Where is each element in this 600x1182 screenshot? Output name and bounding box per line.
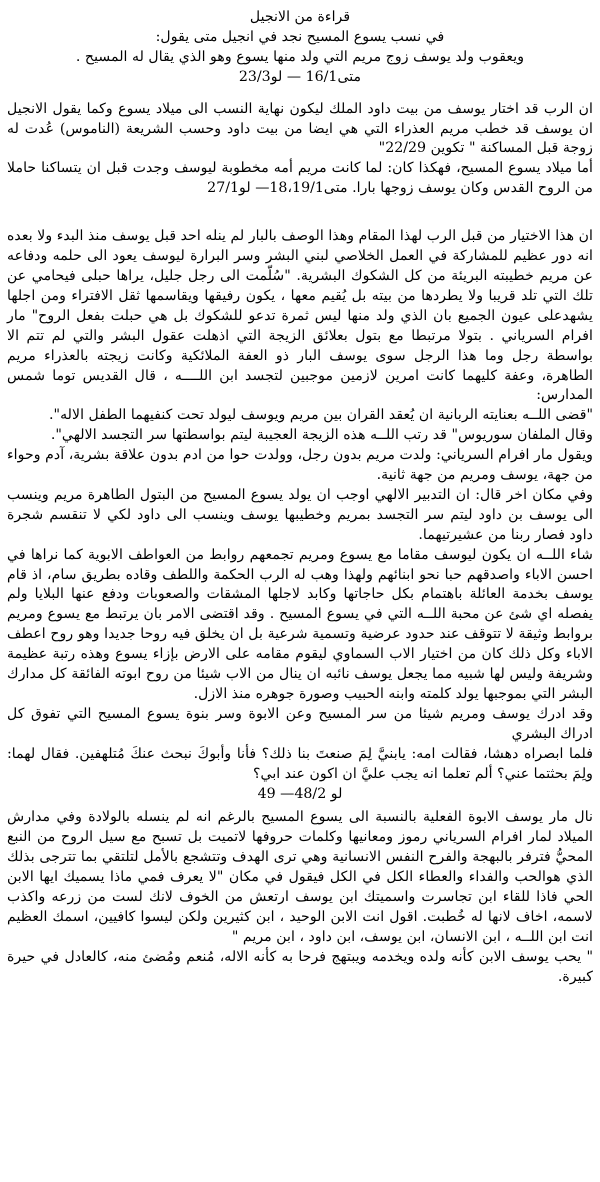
quote-1: "قضى اللــه بعنايته الربانية ان يُعقد القران بين مريم ويوسف ليولد تحت كنفيهما الطفل الاله". [49, 407, 593, 424]
paragraph-8: وقد ادرك يوسف ومريم شيئا من سر المسيح وعن الابوة وسر بنوة يسوع المسيح التي تفوق كل ادراك البشري [7, 705, 593, 742]
paragraph-9: فلما ابصراه دهشا، فقالت امه: يابنيَّ لِمَ صنعتَ بنا ذلك؟ فأنا وأبوكَ نبحث عنكَ مُتلهفين. فقال لهما: ولِمَ بحثتما عني؟ ألم تعلما انه يجب عليَّ ان اكون عند ابي؟ [7, 745, 593, 782]
spacer [7, 215, 593, 227]
paragraph-1: ان الرب قد اختار يوسف من بيت داود الملك ليكون نهاية النسب الى ميلاد يسوع وكما يقول الانجيل ان يوسف قد خطب مريم العذراء التي هي ايضا من بيت داود وحسب الشريعة (الناموس) عُدت له زوجة قبل المساكنة " تكوين 22/29" [7, 100, 593, 157]
paragraph-7: شاء اللــه ان يكون ليوسف مقاما مع يسوع ومريم تجمعهم روابط من العواطف الابوية كما نراها في احسن الاباء واصدقهم حبا نحو ابنائهم ولهذا وهب له الرب الحكمة واللطف وقاده بطريق سام، اذ قام يوسف بخدمة العائلة باهتمام بكل حاجاتها وكابد لاجلها المشقات والصعوبات ودفع عنها البلايا ولم يفصله اي شئ عن محبة اللــه التي في يسوع المسيح . وقد اقتضى الامر بان يرتبط مع يسوع ومريم بروابط وثيقة لا تتوقف عند حدود عرضية وتسمية شرعية بل ان يخلق فيه روحا جديدا وهو روح اعطف الاباء وكل ذلك كان من اختيار الاب السماوي ليقوم مقامه على الارض بإزاء يسوع وهذه رتبة عظيمة وشريفة وليس لها شبيه مما يجعل يوسف نائبه ان ينال من الاب شيئا من روح ابوته الفائقة كل مدارك البشر التي بموجبها يولد كلمته وابنه الحبيب وصورة جوهره منذ الازل. [7, 546, 593, 702]
paragraph-4: وقال الملفان سوريوس" قد رتب اللــه هذه الزيجة العجيبة ليتم بواسطتها سر التجسد الالهي". [50, 427, 593, 444]
paragraph-6: وفي مكان اخر قال: ان التدبير الالهي اوجب ان يولد يسوع المسيح من البتول الطاهرة مريم وينسب الى يوسف بن داود ليتم سر التجسد بمريم وخطيبها يوسف وينسب الى داود لكي لا تنقسم شجرة داود فصار ربنا من عشيرتيهما. [7, 486, 593, 543]
spacer [7, 199, 593, 215]
paragraph-2: أما ميلاد يسوع المسيح، فهكذا كان: لما كانت مريم أمه مخطوبة ليوسف وجدت قبل ان يتساكنا حاملا من الروح القدس وكان يوسف زوجها بارا. متى18،19/1— لو27/1 [7, 160, 593, 197]
paragraph-5: ويقول مار افرام السرياني: ولدت مريم بدون رجل، وولدت حوا من ادم بدون علاقة بشرية، آدم وحواء من جهة، يوسف ومريم من جهة ثانية. [7, 447, 593, 484]
paragraph-10: نال مار يوسف الابوة الفعلية بالنسبة الى يسوع المسيح بالرغم انه لم ينسله بالولادة وفي مدارش الميلاد لمار افرام السرياني رموز ومعانيها وكلمات حروفها لاتميت بل تسبح مع سيل الروح من النبع المحيُّ فترفر بالبهجة والفرح النفس الانسانية وهي ترى الهدف وتتشجع بالأمل لتلتقي بما تترجى بذلك الذي هوالحب والفداء والعطاء الكل في الكل فيقول في مكان "لا يعرف فمي ماذا يسميك ايها الابن الحي فاذا للقاء ابن تجاسرت واسميتك ابن يوسف ارتعش من الخوف لانك لست من زرعه واكذب لاسمه، اخاف لانها له خُطبت. اقول انت الابن الوحيد ، ابن كثيرين ولكن ليسوا كافيين، اسمك العظيم انت ابن اللــه ، ابن الانسان، ابن يوسف، ابن داود ، ابن مريم " [7, 809, 593, 945]
paragraph-3: ان هذا الاختيار من قبل الرب لهذا المقام وهذا الوصف بالبار لم ينله احد قبل يوسف منذ البدء ولا بعده انه دور عظيم للمشاركة في العمل الخلاصي لبني البشر وسر البرارة ليوسف يعود الى حلمه ودفاعه عن مريم خطيبته البريئة من كل الشكوك البشرية. "سُلّمت الى رجل جليل، يراها حبلى فيحامي عن تلك التي تلد قريبا ولا يطردها من بيته بل يُقيم معها ، يكون رفيقها ويقاسمها ثقل الافتراء ومن اجلها يشهدعلى عيون الجميع بان الذي ولد منها ليس ثمرة تدعو للشكوك بل هي حبلت بفعل الروح" مار افرام السرياني . بتولا مرتبطا مع بتول بعلائق الزيجة التي اذهلت عقول البشر والتي لم تتم الا بواسطة رجل وما هذا الرجل سوى يوسف البار ذو العفة الملائكية وكانت زيجته بالعذراء مريم الطاهرة، وعفة كليهما كانت امرين لازمين موجبين لتجسد ابن اللــــه ، قال القديس توما شمس المدارس: [7, 228, 593, 404]
spacer [7, 88, 593, 100]
verse-reference-2: لو 48/2— 49 [257, 785, 343, 802]
document-title: قراءة من الانجيل [249, 9, 351, 25]
intro-heading: في نسب يسوع المسيح نجد في انجيل متى يقول: [155, 28, 445, 45]
paragraph-11: " يحب يوسف الابن كأنه ولده ويخدمه ويبتهج فرحا به كأنه الاله، مُنعم ومُضئ منه، كالعادل في حيرة كبيرة. [7, 948, 593, 985]
verse-line: ويعقوب ولد يوسف زوج مريم التي ولد منها يسوع وهو الذي يقال له المسيح . [75, 48, 525, 65]
verse-reference: متى16/1 — لو23/3 [238, 68, 362, 85]
